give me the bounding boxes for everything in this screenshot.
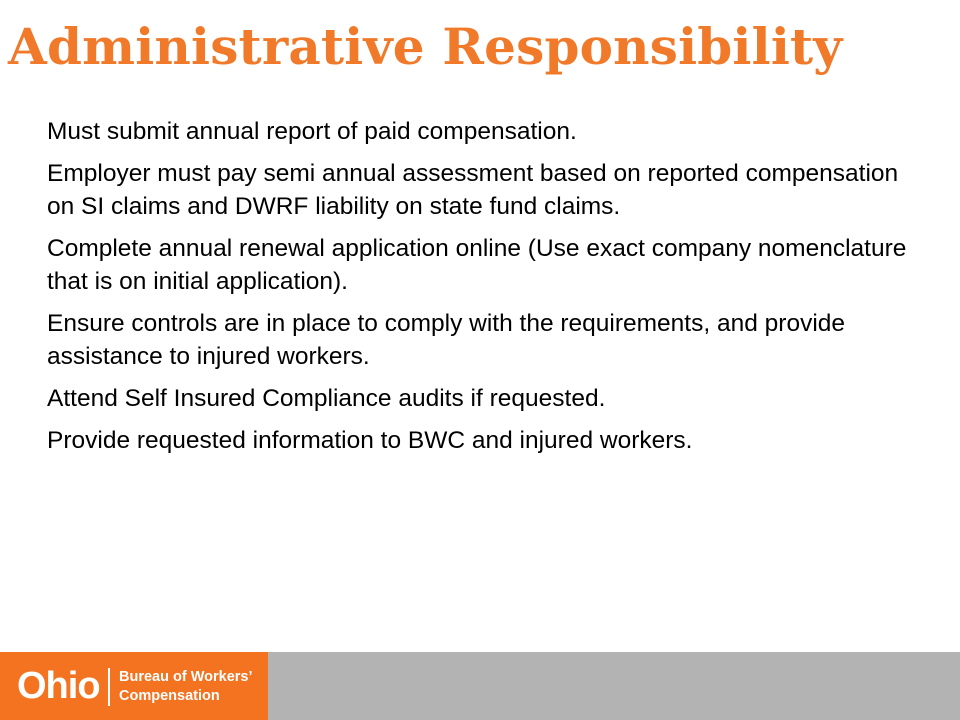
bullet-item: Must submit annual report of paid compensation. (47, 118, 577, 145)
bullet-item: Complete annual renewal application online (Use exact company nomenclature that is on initial application). (47, 235, 907, 295)
agency-name-line1: Bureau of Workers’ (119, 669, 253, 685)
footer-bar (0, 652, 960, 720)
agency-name-line2: Compensation (119, 688, 220, 704)
ohio-logo-word: Ohio (17, 665, 100, 707)
bullet-item: Provide requested information to BWC and injured workers. (47, 427, 693, 454)
slide-title: Administrative Responsibility (8, 17, 843, 76)
agency-name (119, 668, 253, 706)
bullet-item: Employer must pay semi annual assessment based on reported compensation on SI claims and DWRF liability on state fund claims. (47, 160, 899, 220)
bullet-list (47, 115, 927, 466)
ohio-bwc-logo (0, 652, 268, 720)
bullet-item: Attend Self Insured Compliance audits if requested. (47, 385, 606, 412)
logo-divider (108, 668, 110, 706)
bullet-item: Ensure controls are in place to comply with the requirements, and provide assistance to injured workers. (47, 310, 846, 370)
